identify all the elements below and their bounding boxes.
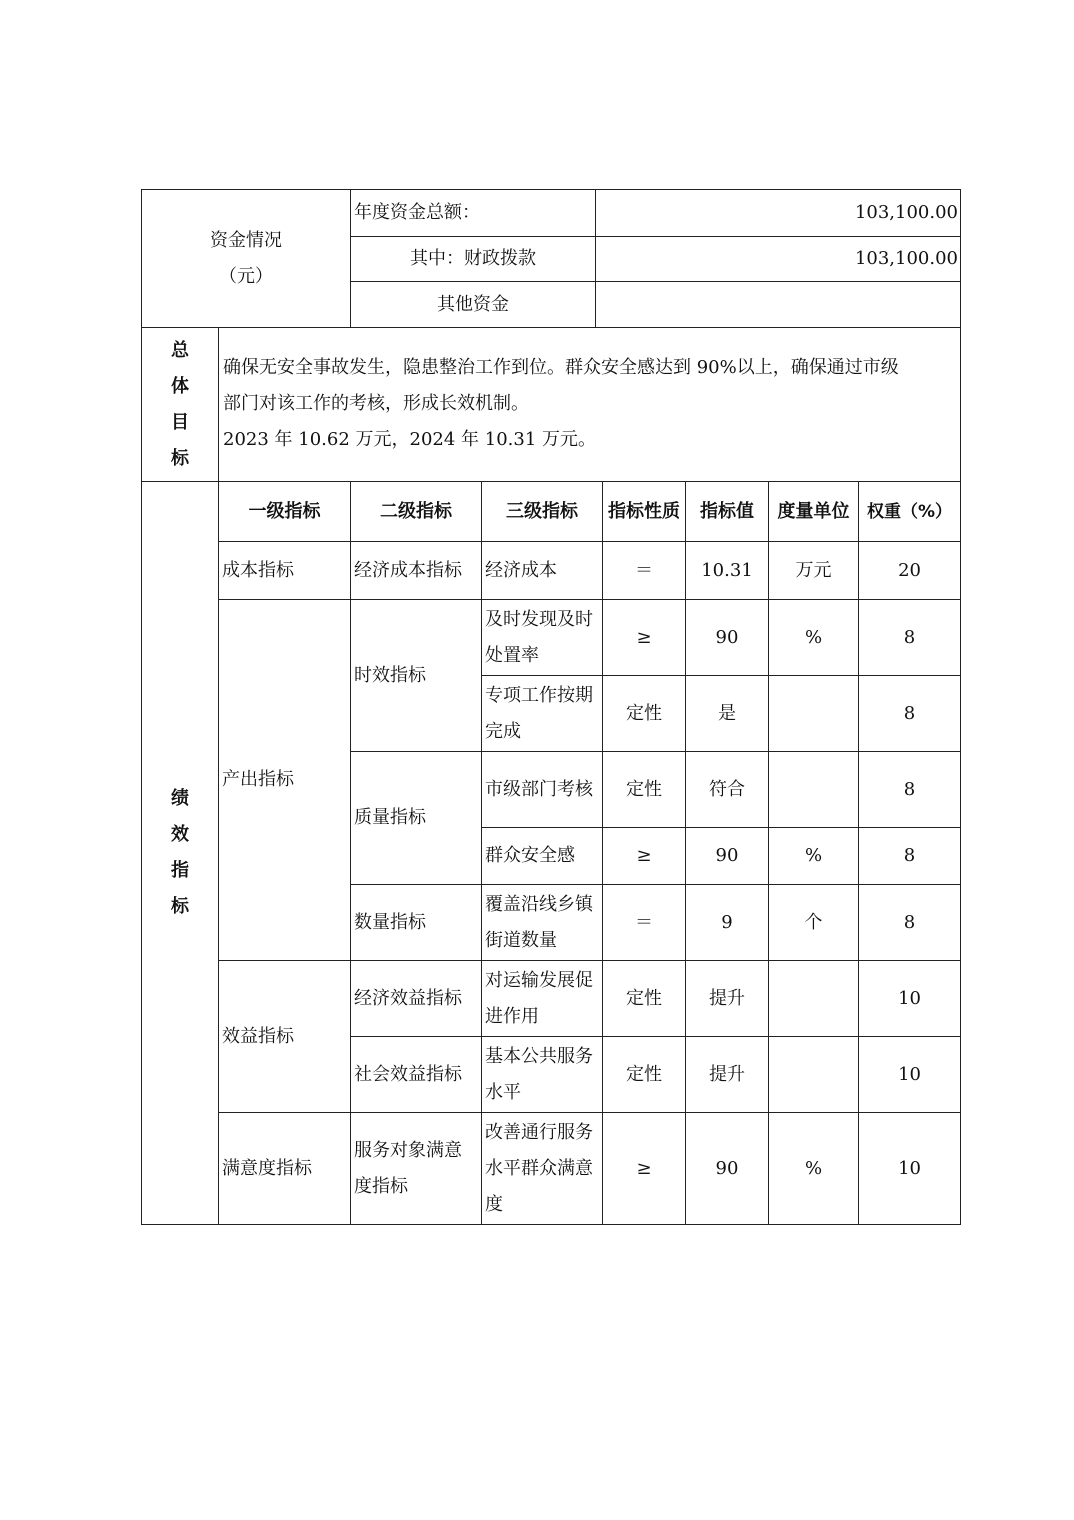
satisfaction-weight: 10: [859, 1113, 961, 1225]
goal-label-char: 体: [171, 375, 189, 397]
header-value: 指标值: [686, 482, 769, 542]
timeliness-level2: 时效指标: [351, 600, 482, 752]
assessment-unit: [769, 752, 859, 828]
table-row: [142, 600, 961, 676]
social-benefit-unit: [769, 1037, 859, 1113]
goal-label-char: 目: [171, 411, 189, 433]
benefit-level1: 效益指标: [219, 961, 351, 1113]
timeliness-weight: 8: [859, 600, 961, 676]
assessment-nature: 定性: [603, 752, 686, 828]
goal-indicator-table: [141, 327, 961, 1225]
satisfaction-nature: ≥: [603, 1113, 686, 1225]
cost-unit: 万元: [769, 542, 859, 600]
goal-content: [219, 328, 961, 482]
goal-label-char: 总: [171, 339, 189, 361]
economic-benefit-value: 提升: [686, 961, 769, 1037]
economic-benefit-level3: 对运输发展促进作用: [482, 961, 603, 1037]
timeliness-nature: ≥: [603, 600, 686, 676]
annual-total-value: 103,100.00: [596, 190, 961, 237]
quantity-unit: 个: [769, 885, 859, 961]
economic-benefit-unit: [769, 961, 859, 1037]
goal-line-1: 确保无安全事故发生，隐患整治工作到位。群众安全感达到 90%以上，确保通过市级: [223, 356, 899, 378]
performance-target-sheet: [141, 189, 960, 1225]
satisfaction-level3: 改善通行服务水平群众满意度: [482, 1113, 603, 1225]
quantity-nature: ＝: [603, 885, 686, 961]
cost-value: 10.31: [686, 542, 769, 600]
satisfaction-level1: 满意度指标: [219, 1113, 351, 1225]
funds-label-line2: （元）: [219, 265, 273, 287]
funds-table: [141, 189, 961, 328]
header-level3: 三级指标: [482, 482, 603, 542]
indicator-label-char: 标: [171, 896, 189, 917]
safety-unit: %: [769, 828, 859, 885]
cost-level3: 经济成本: [482, 542, 603, 600]
header-level2: 二级指标: [351, 482, 482, 542]
annual-total-label: 年度资金总额：: [351, 190, 596, 237]
table-row: [142, 961, 961, 1037]
satisfaction-unit: %: [769, 1113, 859, 1225]
satisfaction-value: 90: [686, 1113, 769, 1225]
economic-benefit-nature: 定性: [603, 961, 686, 1037]
social-benefit-weight: 10: [859, 1037, 961, 1113]
indicator-label-char: 效: [171, 824, 189, 845]
safety-nature: ≥: [603, 828, 686, 885]
schedule-level3: 专项工作按期完成: [482, 676, 603, 752]
table-row: [142, 1113, 961, 1225]
goal-line-3: 2023 年 10.62 万元，2024 年 10.31 万元。: [223, 428, 597, 450]
goal-label-cell: [142, 328, 219, 482]
output-level1: 产出指标: [219, 600, 351, 961]
quantity-level2: 数量指标: [351, 885, 482, 961]
schedule-unit: [769, 676, 859, 752]
fiscal-allocation-value: 103,100.00: [596, 237, 961, 282]
funds-label-line1: 资金情况: [210, 229, 282, 251]
quantity-level3: 覆盖沿线乡镇街道数量: [482, 885, 603, 961]
timeliness-unit: %: [769, 600, 859, 676]
timeliness-level3: 及时发现及时处置率: [482, 600, 603, 676]
economic-benefit-level2: 经济效益指标: [351, 961, 482, 1037]
indicator-label-char: 绩: [171, 788, 189, 809]
header-unit: 度量单位: [769, 482, 859, 542]
safety-level3: 群众安全感: [482, 828, 603, 885]
quality-level2: 质量指标: [351, 752, 482, 885]
header-nature: 指标性质: [603, 482, 686, 542]
assessment-weight: 8: [859, 752, 961, 828]
cost-level1: 成本指标: [219, 542, 351, 600]
assessment-value: 符合: [686, 752, 769, 828]
fiscal-allocation-label: 其中：财政拨款: [351, 237, 596, 282]
social-benefit-level3: 基本公共服务水平: [482, 1037, 603, 1113]
social-benefit-value: 提升: [686, 1037, 769, 1113]
schedule-weight: 8: [859, 676, 961, 752]
assessment-level3: 市级部门考核: [482, 752, 603, 828]
indicator-label-cell: [142, 482, 219, 1225]
other-funds-label: 其他资金: [351, 282, 596, 328]
other-funds-value: [596, 282, 961, 328]
safety-weight: 8: [859, 828, 961, 885]
schedule-value: 是: [686, 676, 769, 752]
social-benefit-level2: 社会效益指标: [351, 1037, 482, 1113]
goal-label-char: 标: [171, 447, 189, 469]
cost-nature: ＝: [603, 542, 686, 600]
header-weight: 权重（%）: [859, 482, 961, 542]
cost-level2: 经济成本指标: [351, 542, 482, 600]
quantity-weight: 8: [859, 885, 961, 961]
cost-weight: 20: [859, 542, 961, 600]
satisfaction-level2: 服务对象满意度指标: [351, 1113, 482, 1225]
indicator-label-char: 指: [171, 860, 189, 881]
social-benefit-nature: 定性: [603, 1037, 686, 1113]
table-row: [142, 542, 961, 600]
quantity-value: 9: [686, 885, 769, 961]
timeliness-value: 90: [686, 600, 769, 676]
header-level1: 一级指标: [219, 482, 351, 542]
safety-value: 90: [686, 828, 769, 885]
funds-label-cell: [142, 190, 351, 328]
economic-benefit-weight: 10: [859, 961, 961, 1037]
goal-line-2: 部门对该工作的考核，形成长效机制。: [223, 392, 529, 414]
schedule-nature: 定性: [603, 676, 686, 752]
